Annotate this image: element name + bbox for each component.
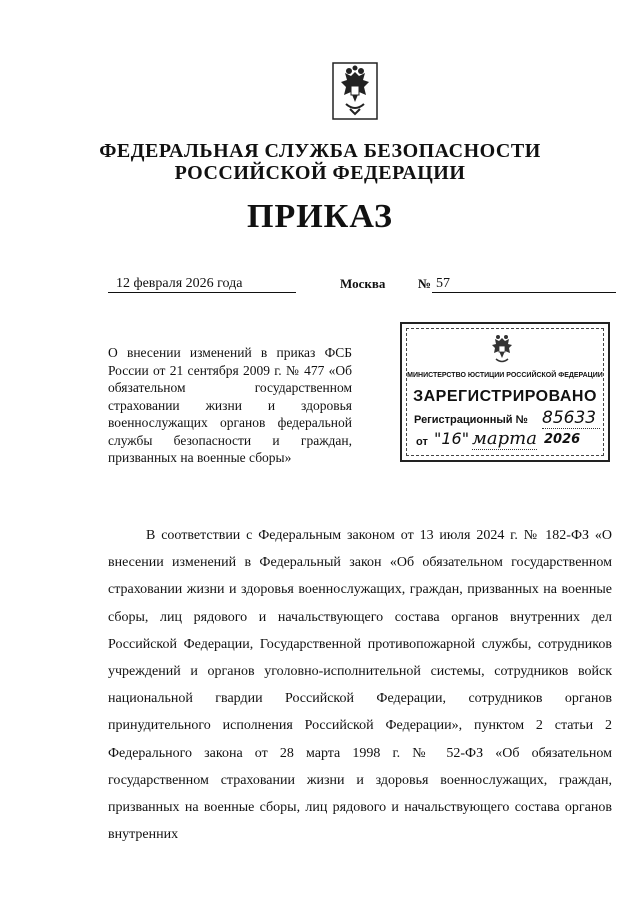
stamp-ministry-name: МИНИСТЕРСТВО ЮСТИЦИИ РОССИЙСКОЙ ФЕДЕРАЦИИ: [407, 372, 603, 379]
stamp-reg-number-label: Регистрационный №: [414, 414, 528, 426]
stamp-date-day: "16": [434, 429, 470, 448]
registration-stamp: [400, 322, 610, 462]
stamp-reg-number: 85633: [542, 408, 600, 429]
stamp-date-prefix: от: [416, 436, 428, 448]
stamp-date-year: 2026: [544, 432, 581, 447]
order-number-label: №: [418, 276, 432, 291]
order-subject: О внесении изменений в приказ ФСБ России от 21 сентября 2009 г. № 477 «Об обязательном государственном страховании жизни и здоровья военнослужащих органов федеральной службы безопасности и граждан, призванных на военные сборы»: [108, 345, 352, 465]
stamp-emblem-icon: [488, 332, 516, 366]
order-city: Москва: [340, 276, 386, 291]
document-type-title: ПРИКАЗ: [247, 198, 393, 235]
order-date: 12 февраля 2026 года: [108, 276, 296, 293]
stamp-registered-label: ЗАРЕГИСТРИРОВАНО: [413, 388, 597, 405]
order-number: 57: [432, 276, 616, 293]
agency-name-line1: ФЕДЕРАЛЬНАЯ СЛУЖБА БЕЗОПАСНОСТИ: [99, 140, 541, 162]
agency-name-line2: РОССИЙСКОЙ ФЕДЕРАЦИИ: [174, 162, 466, 184]
stamp-date-month: марта: [472, 428, 537, 449]
order-body-paragraph: В соответствии с Федеральным законом от 13 июля 2024 г. № 182-ФЗ «О внесении изменений в Федеральный закон «Об обязательном государственном страховании жизни и здоровья военнослужащих, граждан, призванных на военные сборы, лиц рядового и начальствующего состава органов внутренних дел Российской Федерации, Государственной противопожарной службы, сотрудников учреждений и органов уголовно-исполнительной системы, сотрудников войск национальной гвардии Российской Федерации, сотрудников органов принудительного исполнения Российской Федерации», пунктом 2 статьи 2 Федерального закона от 28 марта 1998 г. № 52-ФЗ «Об обязательном государственном страховании жизни и здоровья военнослужащих, граждан, призванных на военные сборы, лиц рядового и начальствующего состава органов внутренних: [108, 528, 612, 843]
coat-of-arms-icon: [332, 62, 378, 120]
